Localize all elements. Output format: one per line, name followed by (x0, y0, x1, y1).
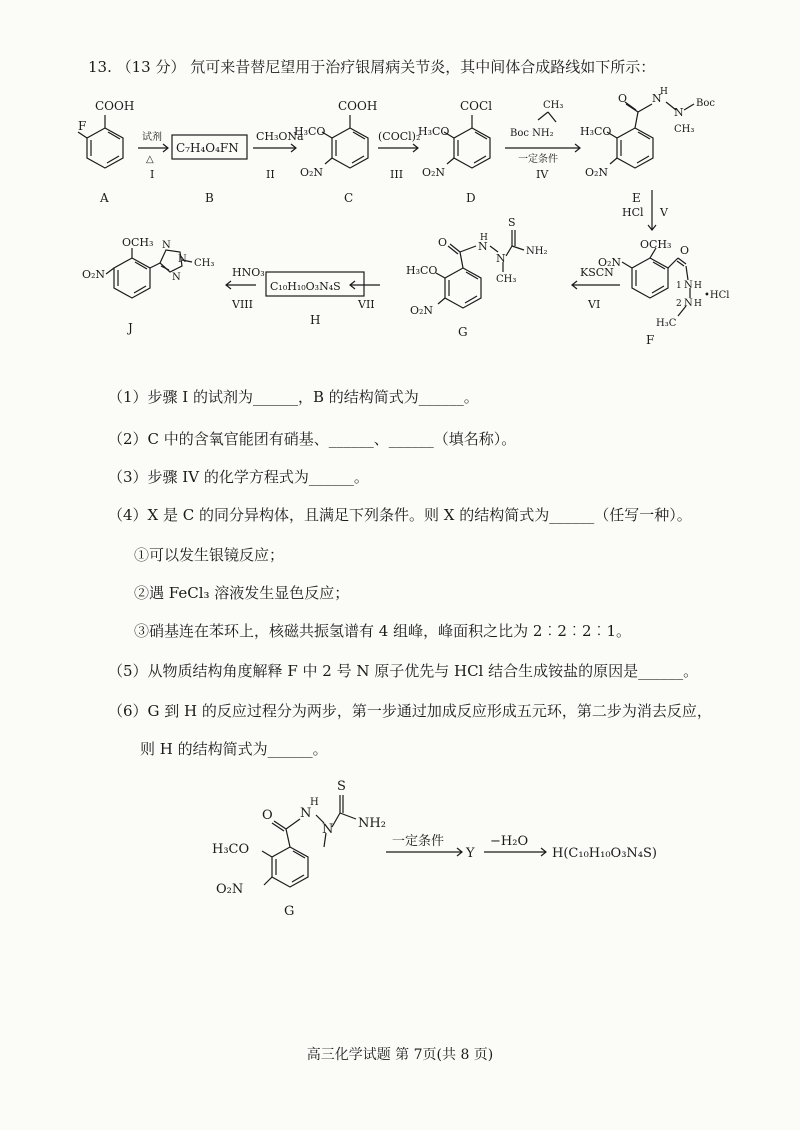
s2-intermediate-Y: Y (466, 846, 475, 861)
E-ch3: CH₃ (674, 124, 695, 135)
label-H: H (310, 313, 321, 327)
ring-C (322, 115, 368, 168)
J-och3: OCH₃ (122, 236, 154, 249)
reagent-V: HCl (622, 206, 644, 219)
s2-label-G: G (284, 904, 295, 919)
F-och3: OCH₃ (640, 238, 672, 251)
J-n-c: N (178, 254, 187, 265)
question-2: （2）C 中的含氧官能团有硝基、______、______（填名称）。 (108, 430, 517, 448)
step-VIII: VIII (232, 298, 253, 311)
question-number: 13. (88, 58, 112, 76)
condition-3: ③硝基连在苯环上，核磁共振氢谱有 4 组峰，峰面积之比为 2︰2︰2︰1。 (134, 622, 632, 640)
F-nh2: N (684, 298, 693, 309)
question-5: （5）从物质结构角度解释 F 中 2 号 N 原子优先与 HCl 结合生成铵盐的原因是______。 (108, 662, 699, 680)
F-oxygen: O (680, 244, 690, 257)
D-och3: H₃CO (418, 125, 450, 138)
condition-2: ②遇 FeCl₃ 溶液发生显色反应； (134, 584, 350, 602)
condition-1: ①可以发生银镜反应； (134, 546, 285, 564)
J-ch3: CH₃ (194, 258, 215, 269)
s2-oxygen: O (262, 808, 273, 823)
E-boc: Boc (696, 98, 715, 109)
IV-ch3: CH₃ (543, 100, 564, 111)
C-cooh: COOH (338, 99, 378, 113)
s2-och3: H₃CO (212, 842, 250, 857)
question-points: （13 分） (116, 58, 186, 76)
D-no2: O₂N (422, 166, 446, 179)
reagent-III: (COCl)₂ (378, 130, 421, 143)
scheme2-svg (200, 775, 680, 935)
G-h: H (480, 233, 488, 243)
step-VII: VII (358, 298, 375, 311)
label-D: D (466, 191, 476, 205)
F-nh1: N (684, 280, 693, 291)
question-heading (88, 56, 655, 77)
step-IV: IV (536, 168, 549, 181)
question-6-continued: 则 H 的结构简式为______。 (140, 740, 328, 758)
J-n-a: N (162, 240, 171, 251)
F-h2: H (694, 299, 702, 309)
J-n-b: N (172, 272, 181, 283)
reagent-VI: KSCN (580, 266, 614, 279)
step-VI: VI (588, 298, 601, 311)
page-footer: 高三化学试题 第 7页(共 8 页) (306, 1047, 494, 1063)
s2-arrow2-label: −H₂O (490, 834, 529, 849)
s2-product-H: H(C₁₀H₁₀O₃N₄S) (552, 846, 657, 861)
step-V: V (660, 206, 668, 219)
A-fluoro: F (78, 119, 87, 133)
G-no2: O₂N (410, 304, 434, 317)
F-h3c: H₃C (656, 318, 677, 329)
label-J: J (128, 321, 133, 335)
reagent-I-heat: △ (146, 154, 154, 165)
step-I: I (150, 168, 155, 181)
label-E: E (632, 191, 641, 205)
F-num2: 2 (676, 299, 682, 309)
reagent-I: 试剂 (142, 132, 162, 143)
reagent-II: CH₃ONa (256, 130, 304, 143)
G-nh2: NH₂ (526, 246, 548, 257)
C-no2: O₂N (300, 166, 324, 179)
ring-D (444, 115, 490, 168)
s2-nh2: NH₂ (358, 816, 386, 831)
s2-nh: N (300, 806, 312, 821)
step-II: II (266, 168, 275, 181)
J-no2: O₂N (82, 268, 106, 281)
G-oxygen: O (438, 236, 448, 249)
reagent-VIII: HNO₃ (232, 266, 265, 279)
s2-n2: N (322, 822, 334, 837)
IV-reagent: Boc NH₂ (510, 128, 554, 139)
question-4: （4）X 是 C 的同分异构体，且满足下列条件。则 X 的结构简式为______（任写一种）。 (108, 506, 692, 524)
F-no2: O₂N (598, 256, 622, 269)
label-A: A (100, 191, 109, 205)
F-h1: H (694, 281, 702, 291)
C-och3: H₃CO (294, 125, 326, 138)
E-och3: H₃CO (580, 125, 612, 138)
E-nh: N (652, 92, 662, 105)
D-cocl: COCl (460, 99, 493, 113)
E-h: H (660, 87, 668, 97)
G-nh: N (478, 240, 488, 253)
box-B-formula: C₇H₄O₄FN (176, 141, 239, 155)
label-F: F (646, 333, 655, 347)
G-n2: N (496, 252, 506, 265)
G-och3: H₃CO (406, 264, 438, 277)
label-G: G (458, 325, 468, 339)
question-3: （3）步骤 IV 的化学方程式为______。 (108, 468, 369, 486)
g-to-h-scheme (200, 775, 680, 935)
box-H-formula: C₁₀H₁₀O₃N₄S (270, 280, 341, 293)
s2-arrow1-label: 一定条件 (392, 834, 445, 849)
s2-no2: O₂N (216, 882, 244, 897)
G-sulfur: S (508, 216, 516, 229)
question-1: （1）步骤 I 的试剂为______，B 的结构简式为______。 (108, 388, 479, 406)
question-intro: 氘可来昔替尼望用于治疗银屑病关节炎，其中间体合成路线如下所示： (190, 58, 656, 76)
s2-h: H (310, 797, 319, 808)
question-6: （6）G 到 H 的反应过程分为两步，第一步通过加成反应形成五元环，第二步为消去反应， (108, 702, 712, 720)
E-n2: N (674, 106, 684, 119)
G-ch3: CH₃ (496, 274, 517, 285)
scheme-svg (60, 80, 740, 360)
synthesis-scheme (60, 80, 740, 360)
s2-sulfur: S (337, 779, 346, 794)
label-C: C (344, 191, 354, 205)
step-III: III (390, 168, 404, 181)
A-cooh: COOH (95, 99, 135, 113)
E-oxygen: O (618, 92, 628, 105)
IV-condition: 一定条件 (518, 154, 558, 165)
F-num1: 1 (676, 281, 682, 291)
label-B: B (205, 191, 214, 205)
F-hcl: •HCl (704, 290, 730, 301)
E-no2: O₂N (585, 166, 609, 179)
